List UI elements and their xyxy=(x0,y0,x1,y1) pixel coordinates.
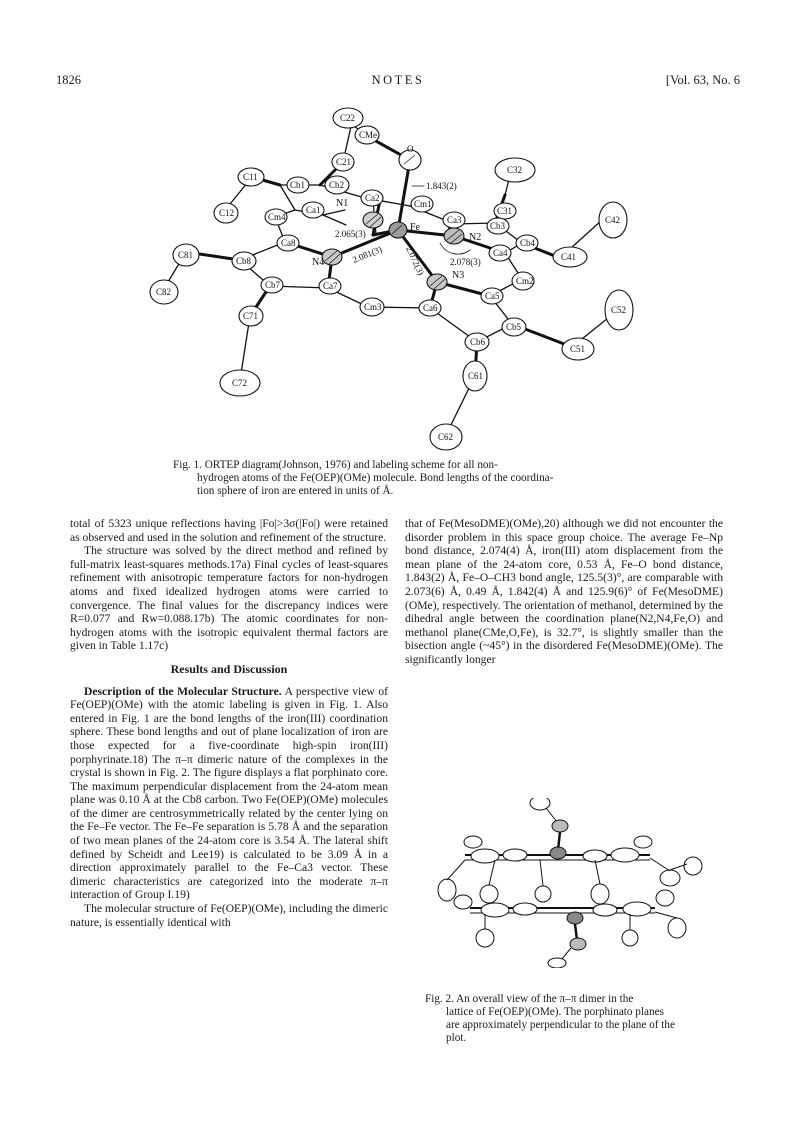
dimer-bottom-core-c xyxy=(593,904,617,916)
label-ca8: Ca8 xyxy=(281,238,296,248)
bond-fe-n4: 2.081(3) xyxy=(351,244,384,265)
fig1-caption-line3: tion sphere of iron are entered in units of Å. xyxy=(197,485,394,497)
label-c81: C81 xyxy=(178,250,194,260)
label-ca1: Ca1 xyxy=(306,205,321,215)
left-paragraph-3-text: A perspective view of Fe(OEP)(OMe) with the atomic labeling is given in Fig. 1. Also entered in Fig. 1 are the bond lengths of the iron(III) coordination sphere. These bond lengths and out of plane localization of iron are those expected for a five-coordinate high-spin iron(III) porphyrinate.18) The π–π dimeric nature of the complexes in the crystal is shown in Fig. 2. The figure displays a flat porphinato core. The maximum perpendicular displacement from the 24-atom mean plane was 0.10 Å at the Cb8 carbon. Two Fe(OEP)(OMe) molecules of the dimer are centrosymmetrically related by the center lying on the Fe–Fe vector. The Fe–Fe separation is 5.78 Å and the separation of two mean planes of the 24-atom core is 3.54 Å. The lateral shift defined by Scheidt and Lee19) is calculated to be 3.09 Å in a direction approximately parallel to the Fe–Ca3 vector. These dimeric characteristics are categorized into the moderate π–π interaction of Group I.19) xyxy=(70,684,388,902)
label-c41: C41 xyxy=(561,252,577,262)
figure1-caption xyxy=(173,459,623,498)
label-c31: C31 xyxy=(497,206,513,216)
bond-fe-n3: 2.072(3) xyxy=(404,244,427,277)
atom-ellipses xyxy=(150,108,633,450)
label-cme: CMe xyxy=(359,130,377,140)
label-c62: C62 xyxy=(438,432,454,442)
dimer-top-sub-7 xyxy=(660,870,680,886)
left-paragraph-4: The molecular structure of Fe(OEP)(OMe), including the dimeric nature, is essentially identical with xyxy=(70,902,388,929)
dimer-top-core-d xyxy=(611,848,639,862)
label-o: O xyxy=(407,144,414,154)
label-fe: Fe xyxy=(410,222,420,233)
section-heading: Results and Discussion xyxy=(170,661,288,676)
label-ca2: Ca2 xyxy=(365,193,380,203)
bond-fe-o: 1.843(2) xyxy=(426,181,457,191)
label-n4: N4 xyxy=(312,257,325,268)
label-n3: N3 xyxy=(452,270,465,281)
fig1-caption-lead: Fig. 1. ORTEP diagram(Johnson, 1976) and labeling scheme for all non- xyxy=(173,459,498,471)
bond-fe-n2: 2.078(3) xyxy=(450,257,481,267)
label-c61: C61 xyxy=(468,371,484,381)
dimer-bottom-core-d xyxy=(623,902,651,916)
label-c11: C11 xyxy=(243,172,258,182)
dimer-bottom-core-b xyxy=(513,903,537,915)
label-c32: C32 xyxy=(507,165,523,175)
fig1-caption-line2: hydrogen atoms of the Fe(OEP)(OMe) molecule. Bond lengths of the coordina- xyxy=(197,472,554,484)
label-c52: C52 xyxy=(611,305,627,315)
volume-info: [Vol. 63, No. 6 xyxy=(665,73,740,87)
fig2-caption-line2: lattice of Fe(OEP)(OMe). The porphinato planes xyxy=(446,1006,664,1018)
label-cb1: Cb1 xyxy=(290,180,306,190)
dimer-top-sub-6 xyxy=(591,884,609,904)
label-cb6: Cb6 xyxy=(470,337,486,347)
section-title: NOTES xyxy=(371,73,425,87)
page-number: 1826 xyxy=(56,73,81,87)
fig2-caption-lead: Fig. 2. An overall view of the π–π dimer in the xyxy=(425,993,634,1005)
label-ca5: Ca5 xyxy=(485,291,500,301)
label-ca3: Ca3 xyxy=(447,215,462,225)
label-cm4: Cm4 xyxy=(268,212,286,222)
dimer-top-sub-2 xyxy=(634,836,652,848)
dimer-top-core-b xyxy=(503,849,527,861)
dimer-top-sub-3 xyxy=(438,879,456,901)
label-ca7: Ca7 xyxy=(323,281,338,291)
dimer-top-methyl xyxy=(530,798,550,810)
label-cm1: Cm1 xyxy=(414,199,432,209)
label-cm2: Cm2 xyxy=(516,276,534,286)
dimer-top-sub-4 xyxy=(480,885,498,903)
left-paragraph-3 xyxy=(70,685,388,903)
label-cm3: Cm3 xyxy=(364,302,382,312)
atom-n2-ellipse xyxy=(444,228,464,244)
label-c42: C42 xyxy=(605,215,621,225)
atom-n1-ellipse xyxy=(363,212,383,228)
label-n2: N2 xyxy=(469,232,482,243)
label-cb4: Cb4 xyxy=(520,238,536,248)
right-column xyxy=(405,517,723,667)
dimer-bottom-iron xyxy=(567,912,583,924)
label-cb2: Cb2 xyxy=(329,180,345,190)
dimer-bottom-sub-4 xyxy=(668,918,686,938)
left-paragraph-1: total of 5323 unique reflections having |Fo|>3σ(|Fo|) were retained as observed and used in the solution and refinement of the structure. xyxy=(70,517,388,544)
right-paragraph-1: that of Fe(MesoDME)(OMe),20) although we did not encounter the disorder problem in this space group choice. The average Fe–Np bond distance, 2.074(4) Å, iron(III) atom displacement from the mean plane of the 24-atom core, 0.53 Å, Fe–O bond distance, 1.843(2) Å, Fe–O–CH3 bond angle, 125.5(3)°, are comparable with 2.073(6) Å, 0.49 Å, 1.842(4) Å and 125.9(6)° of Fe(MesoDME)(OMe), respectively. The orientation of methanol, determined by the dihedral angle between the coordination plane(N2,N4,Fe,O) and methanol plane(CMe,O,Fe), is 32.7°, is slightly smaller than the bisection angle (~45°) in the disordered Fe(MesoDME)(OMe). The significantly longer xyxy=(405,517,723,666)
dimer-bottom-methyl xyxy=(548,958,566,968)
dimer-top-oxygen xyxy=(552,820,568,832)
dimer-bottom-sub-5 xyxy=(622,930,638,946)
label-c22: C22 xyxy=(340,113,356,123)
dimer-bottom-sub-1 xyxy=(454,895,472,909)
atom-hatching xyxy=(325,155,465,289)
dimer-diagram xyxy=(425,798,725,968)
label-c51: C51 xyxy=(570,344,586,354)
dimer-top-sub-8 xyxy=(684,857,702,875)
dimer-top-iron xyxy=(550,847,566,859)
label-cb7: Cb7 xyxy=(265,280,281,290)
label-c71: C71 xyxy=(243,311,259,321)
left-paragraph-2: The structure was solved by the direct method and refined by full-matrix least-squares methods.17a) Final cycles of least-squares refinement with anisotropic temperature factors for non-hydrogen atoms and fixed idealized hydrogen atoms were carried to convergence. The final values for the discrepancy indices were R=0.077 and Rw=0.088.17b) The atomic coordinates for non-hydrogen atoms with the isotropic equivalent thermal factors are given in Table 1.17c) xyxy=(70,544,388,653)
figure2-caption xyxy=(425,993,721,1045)
dimer-top-sub-5 xyxy=(535,886,551,902)
bond-fe-n1: 2.065(3) xyxy=(335,229,366,239)
dimer-bottom-sub-2 xyxy=(476,929,494,947)
dimer-bottom-sub-3 xyxy=(656,890,674,906)
atom-n4-ellipse xyxy=(322,249,342,265)
label-c21: C21 xyxy=(336,157,352,167)
label-ca6: Ca6 xyxy=(423,303,438,313)
label-c82: C82 xyxy=(156,287,172,297)
label-c12: C12 xyxy=(219,208,235,218)
label-ca4: Ca4 xyxy=(493,248,508,258)
atom-fe-ellipse xyxy=(389,222,407,238)
label-cb8: Cb8 xyxy=(236,256,252,266)
label-c72: C72 xyxy=(232,378,248,388)
left-column xyxy=(70,517,388,929)
ortep-diagram xyxy=(140,100,660,455)
label-n1: N1 xyxy=(336,198,349,209)
subsection-title: Description of the Molecular Structure. xyxy=(84,684,282,698)
fig2-caption-line3: are approximately perpendicular to the plane of the xyxy=(446,1019,675,1031)
label-cb5: Cb5 xyxy=(506,322,522,332)
page-header xyxy=(56,73,740,89)
dimer-bottom-oxygen xyxy=(570,938,586,950)
dimer-top-sub-1 xyxy=(464,836,482,848)
label-cb3: Cb3 xyxy=(490,221,506,231)
fig2-caption-line4: plot. xyxy=(446,1032,467,1044)
atom-n3-ellipse xyxy=(427,274,447,290)
